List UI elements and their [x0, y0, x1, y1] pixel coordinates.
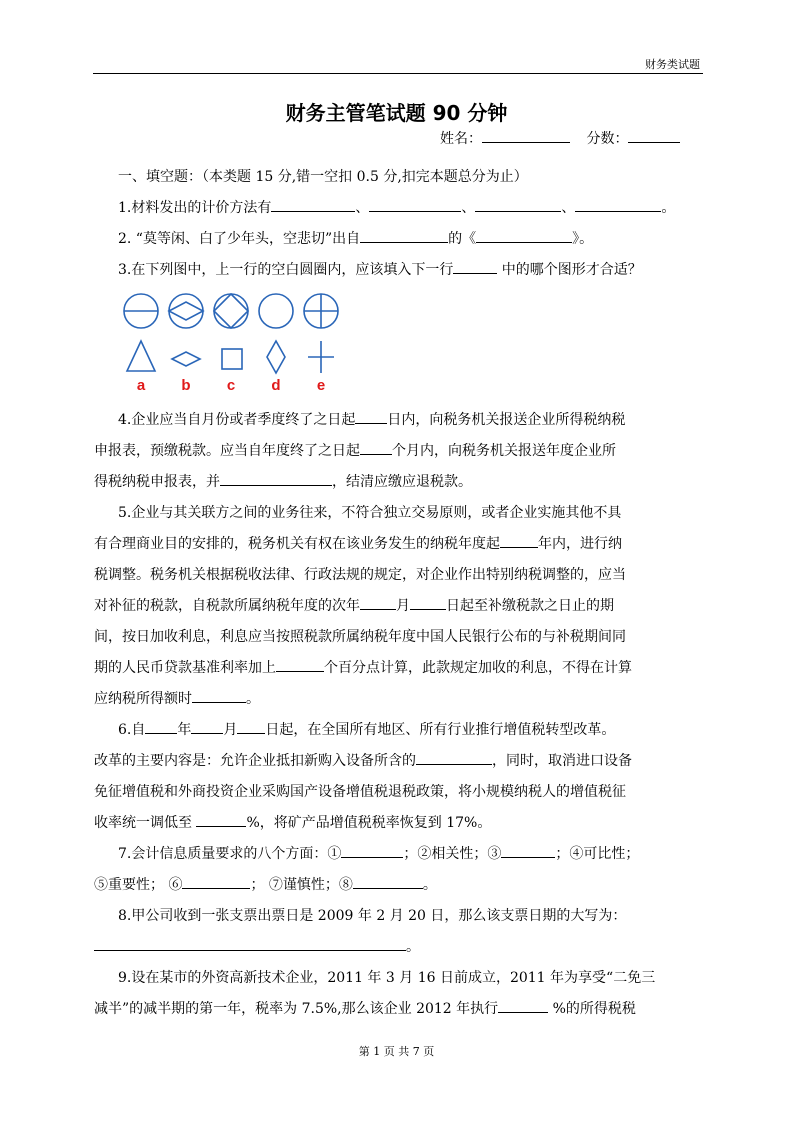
question-1: 1.材料发出的计价方法有 、 、 、 。 — [118, 193, 703, 224]
score-blank[interactable] — [628, 128, 680, 143]
answer-blank[interactable] — [575, 197, 661, 212]
question-5: 5.企业与其关联方之间的业务往来，不符合独立交易原则，或者企业实施其他不具 有合理商业目的安排的，税务机关有权在该业务发生的纳税年度起 年内，进行纳 税调整。税务机关根据税收法律、行政法规的规定，对企业作出特别纳税调整的，应当 对补征的税款，自税款所属纳税年度的次年 月 日起至补缴税款之日止的期 间，按日加收利息，利息应当按照税款所属纳税年度中国人民银行公布的与补税期间同 期的人民币贷款基准利率加上 个百分点计算，此款规定加收的利息，不得在计算 应纳税所得额时 。 — [94, 505, 632, 707]
square-icon — [222, 349, 242, 369]
score-label: 分数： — [586, 131, 629, 147]
page-footer: 第 1 页 共 7 页 — [358, 1045, 435, 1058]
diamond-icon — [172, 352, 200, 366]
question-9: 9.设在某市的外资高新技术企业，2011 年 3 月 16 日前成立，2011 年为享受“二免三 减半”的减半期的第一年，税率为 7.5%,那么该企业 2012 年执行 %的所得税税 — [94, 970, 656, 1017]
answer-blank[interactable] — [500, 533, 538, 548]
circle-inscribed-square-icon — [214, 294, 248, 328]
answer-blank[interactable] — [196, 812, 246, 827]
answer-blank[interactable] — [355, 409, 387, 424]
answer-blank[interactable] — [360, 228, 448, 243]
question-7: 7.会计信息质量要求的八个方面：① ；②相关性；③ ；④可比性； ⑤重要性； ⑥ ； ⑦谨慎性；⑧ 。 — [118, 839, 703, 901]
answer-blank[interactable] — [453, 259, 497, 274]
answer-blank[interactable] — [220, 471, 332, 486]
page-title: 财务主管笔试题 90 分钟 — [285, 101, 508, 125]
answer-blank[interactable] — [476, 228, 572, 243]
circle-diamond-icon — [169, 294, 203, 328]
answer-blank[interactable] — [416, 750, 492, 765]
name-label: 姓名： — [440, 131, 482, 147]
header-rule — [93, 73, 703, 74]
option-label-c: c — [226, 377, 236, 393]
answer-blank[interactable] — [94, 936, 406, 951]
option-label-e: e — [316, 377, 326, 393]
answer-blank[interactable] — [182, 874, 250, 889]
answer-blank[interactable] — [475, 197, 561, 212]
answer-blank[interactable] — [501, 843, 555, 858]
answer-blank[interactable] — [498, 998, 548, 1013]
questions-top — [118, 162, 703, 286]
answer-blank[interactable] — [191, 719, 223, 734]
page-header: 财务类试题 — [645, 58, 700, 71]
answer-blank[interactable] — [341, 843, 403, 858]
question-3: 3.在下列图中，上一行的空白圆圈内，应该填入下一行 中的哪个图形才合适？ — [118, 255, 703, 286]
answer-blank[interactable] — [360, 595, 396, 610]
empty-circle-icon — [259, 294, 293, 328]
answer-blank[interactable] — [353, 874, 423, 889]
question-8: 8.甲公司收到一张支票出票日是 2009 年 2 月 20 日，那么该支票日期的大写为： 。 — [118, 901, 703, 963]
answer-blank[interactable] — [276, 657, 324, 672]
triangle-icon — [127, 341, 155, 371]
section-heading: 一、填空题：（本类题 15 分,错一空扣 0.5 分,扣完本题总分为止） — [118, 169, 528, 185]
option-label-b: b — [181, 377, 191, 393]
circle-cross-icon — [304, 294, 338, 328]
answer-blank[interactable] — [271, 197, 355, 212]
answer-blank[interactable] — [369, 197, 461, 212]
option-label-a: a — [136, 377, 146, 393]
cross-icon — [308, 341, 334, 373]
question-4: 4.企业应当自月份或者季度终了之日起 日内，向税务机关报送企业所得税纳税 申报表，预缴税款。应当自年度终了之日起 个月内，向税务机关报送年度企业所 得税纳税申报表，并 ，结清应缴应退税款。 — [118, 405, 703, 498]
shapes-figure — [118, 293, 348, 393]
answer-blank[interactable] — [192, 688, 246, 703]
questions-bottom — [94, 405, 703, 1025]
answer-blank[interactable] — [410, 595, 446, 610]
name-score-line — [440, 128, 680, 148]
vertical-diamond-icon — [267, 341, 285, 373]
circle-horizontal-line-icon — [124, 294, 158, 328]
answer-blank[interactable] — [145, 719, 177, 734]
question-2: 2. “莫等闲、白了少年头，空悲切”出自 的《 》。 — [118, 224, 703, 255]
option-label-d: d — [271, 377, 281, 393]
name-blank[interactable] — [482, 128, 570, 143]
answer-blank[interactable] — [360, 440, 392, 455]
question-6: 6.自 年 月 日起，在全国所有地区、所有行业推行增值税转型改革。 改革的主要内容是：允许企业抵扣新购入设备所含的 ，同时，取消进口设备 免征增值税和外商投资企业采购国产设备增值税退税政策，将小规模纳税人的增值税征 收率统一调低至 %，将矿产品增值税税率恢复到 17%。 — [118, 715, 703, 839]
answer-blank[interactable] — [237, 719, 265, 734]
